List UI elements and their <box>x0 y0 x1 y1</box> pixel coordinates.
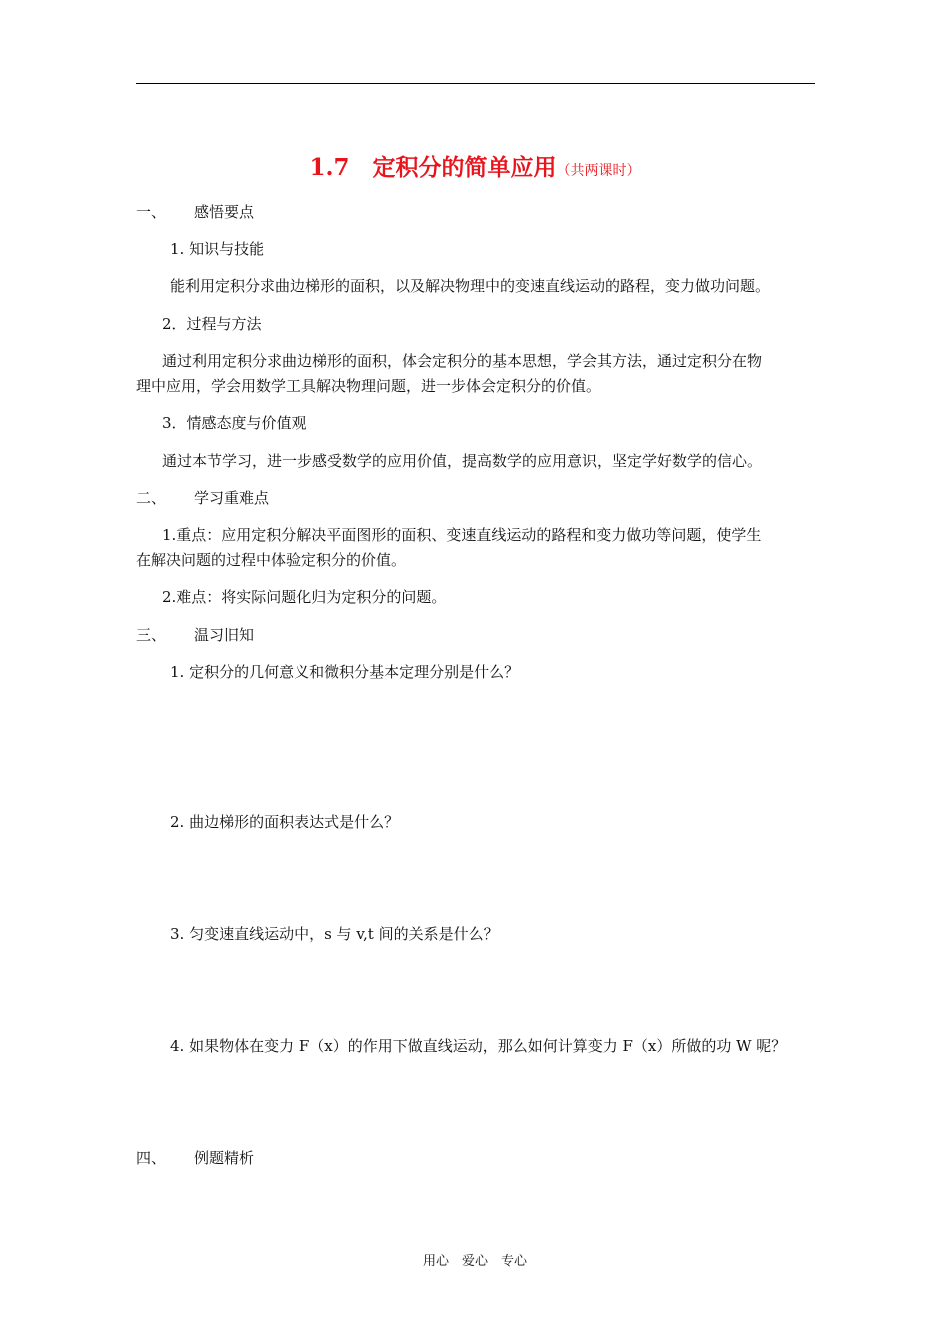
section-4-heading: 例题精析 <box>194 1149 255 1167</box>
section-2-heading: 学习重难点 <box>194 489 270 507</box>
s3-question-3: 3. 匀变速直线运动中，s 与 v,t 间的关系是什么？ <box>170 925 499 943</box>
s3-question-1: 1. 定积分的几何意义和微积分基本定理分别是什么？ <box>170 663 520 681</box>
section-3-number: 三、 <box>136 626 167 644</box>
section-3-heading: 温习旧知 <box>194 626 255 644</box>
section-2-number: 二、 <box>136 489 167 507</box>
s3-question-2: 2. 曲边梯形的面积表达式是什么？ <box>170 813 400 831</box>
s1-item3-label: 3．情感态度与价值观 <box>162 414 307 432</box>
section-1-heading: 感悟要点 <box>194 203 255 221</box>
title-subtitle: （共两课时） <box>556 163 641 179</box>
page-footer: 用心 爱心 专心 <box>422 1254 527 1269</box>
title-main: 1.7 定积分的简单应用 <box>309 154 557 181</box>
section-4-number: 四、 <box>136 1149 167 1167</box>
s1-item3-text: 通过本节学习，进一步感受数学的应用价值，提高数学的应用意识，坚定学好数学的信心。 <box>162 452 763 470</box>
s1-item2-text-line1: 通过利用定积分求曲边梯形的面积，体会定积分的基本思想，学会其方法，通过定积分在物 <box>162 352 763 370</box>
s3-question-4: 4. 如果物体在变力 F（x）的作用下做直线运动，那么如何计算变力 F（x）所做的功 W 呢？ <box>170 1037 787 1055</box>
header-rule <box>136 83 815 84</box>
s2-item2-text: 2.难点：将实际问题化归为定积分的问题。 <box>162 588 447 606</box>
s2-item1-text-line2: 在解决问题的过程中体验定积分的价值。 <box>136 551 407 569</box>
s1-item2-text-line2: 理中应用，学会用数学工具解决物理问题，进一步体会定积分的价值。 <box>136 377 602 395</box>
s1-item2-label: 2．过程与方法 <box>162 315 262 333</box>
page-title <box>0 149 950 182</box>
s1-item1-label: 1. 知识与技能 <box>170 240 265 258</box>
s1-item1-text: 能利用定积分求曲边梯形的面积，以及解决物理中的变速直线运动的路程，变力做功问题。 <box>170 277 771 295</box>
s2-item1-text-line1: 1.重点：应用定积分解决平面图形的面积、变速直线运动的路程和变力做功等问题，使学生 <box>162 526 762 544</box>
section-1-number: 一、 <box>136 203 167 221</box>
